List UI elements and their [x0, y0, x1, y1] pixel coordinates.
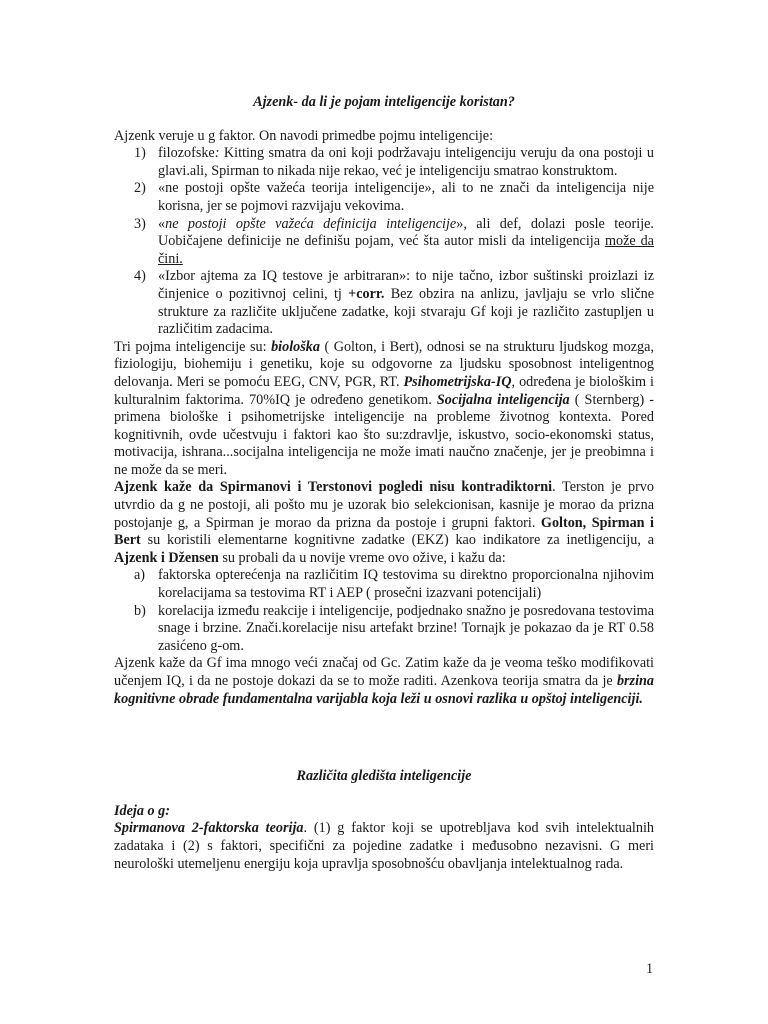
list-marker: b)	[134, 602, 146, 619]
spacer	[114, 708, 654, 760]
claims-list	[114, 567, 654, 655]
page-number: 1	[646, 961, 654, 977]
list-item: 3) «ne postoji opšte važeća definicija inteligencije», ali def, dolazi posle teorije. Uobičajene definicije ne definišu pojam, već šta autor misli da inteligencija može da čini.	[134, 215, 654, 267]
list-marker: a)	[134, 567, 146, 584]
list-item: a) faktorska opterećenja na različitim IQ testovima su direktno proporcionalna njihovim korelacijama sa testovima RT i AEP ( prosečni izazvani potencijali)	[134, 567, 654, 602]
section-title-gledista: Različita gledišta inteligencije	[296, 768, 472, 785]
list-item: 2) «ne postoji opšte važeća teorija inteligencije», ali to ne znači da inteligencija nije korisna, jer se pojmovi razvijaju vekovima.	[134, 180, 654, 214]
paragraph-gf-gc: Ajzenk kaže da Gf ima mnogo veći značaj od Gc. Zatim kaže da je veoma teško modifikovati učenjem IQ, i da ne postoje dokazi da se to može raditi. Azenkova teorija smatra da je brzina kognitivne obrade fundamentalna varijabla koja leži u osnovi razlika u opštoj inteligenciji.	[114, 655, 654, 707]
list-marker: 2)	[134, 180, 146, 197]
list-item: 4) «Izbor ajtema za IQ testove je arbitraran»: to nije tačno, izbor suštinski proizlazi iz činjenice o pozitivnoj celini, tj +corr. Bez obzira na anlizu, javljaju se vrlo slične strukture za različite uključene zadatke, koji stvaraju Gf koji je različito zastupljen u različitim zadacima.	[134, 268, 654, 338]
intro-paragraph: Ajzenk veruje u g faktor. On navodi primedbe pojmu inteligencije:	[114, 127, 494, 144]
section-title-ajzenk: Ajzenk- da li je pojam inteligencije koristan?	[253, 94, 515, 110]
paragraph-spirman: Spirmanova 2-faktorska teorija. (1) g faktor koji se upotrebljava kod svih intelektualnih zadataka i (2) s faktori, specifični za pojedine zadatke i međusobno nezavisni. G meri neurološki utemeljenu energiju koja upravlja sposobnošću obavljanja intelektualnog rada.	[114, 820, 654, 872]
paragraph-tri-pojma: Tri pojma inteligencije su: biološka ( Golton, i Bert), odnosi se na strukturu ljudskog mozga, fiziologiju, biohemiju i genetiku, koje su odgovorne za ljudsku sposobnost inteligentnog delovanja. Meri se pomoću EEG, CNV, PGR, RT. Psihometrijska-IQ, određena je biološkim i kulturalnim faktorima. 70%IQ je određeno genetikom. Socijalna inteligencija ( Sternberg) -primena biološke i psihometrijske inteligencije na probleme životnog kontexta. Pored kognitivnih, ovde učestvuju i faktori kao što su:zdravlje, iskustvo, socio-ekonomski status, motivacija, ishrana...socijalna inteligencija ne može imati naučno značenje, jer je preobimna i ne može da se meri.	[114, 338, 654, 478]
list-item: 1) filozofske: Kitting smatra da oni koji podržavaju inteligenciju veruju da ona postoji u glavi.ali, Spirman to nikada nije rekao, već je inteligenciju smatrao konstruktom.	[134, 145, 654, 179]
list-marker: 3)	[134, 215, 146, 232]
list-item: b) korelacija između reakcije i inteligencije, podjednako snažno je posredovana testovima snage i brzine. Znači.korelacije nisu artefakt brzine! Tornajk je pokazao da je RT 0.58 zasićeno g-om.	[134, 602, 654, 654]
subheading-ideja: Ideja o g:	[114, 802, 170, 819]
document-page	[114, 86, 654, 873]
objections-list	[114, 145, 654, 339]
list-marker: 4)	[134, 268, 146, 285]
list-marker: 1)	[134, 145, 146, 162]
paragraph-ajzenk-spirman: Ajzenk kaže da Spirmanovi i Terstonovi pogledi nisu kontradiktorni. Terston je prvo utvrdio da g ne postoji, ali pošto mu je uzorak bio selekcionisan, kasnije je morao da prizna postojanje g, a Spirman je morao da prizna da postoje i grupni faktori. Golton, Spirman i Bert su koristili elementarne kognitivne zadatke (EKZ) kao indikatore za inetligenciju, a Ajzenk i Džensen su probali da u novije vreme ovo ožive, i kažu da:	[114, 479, 655, 566]
